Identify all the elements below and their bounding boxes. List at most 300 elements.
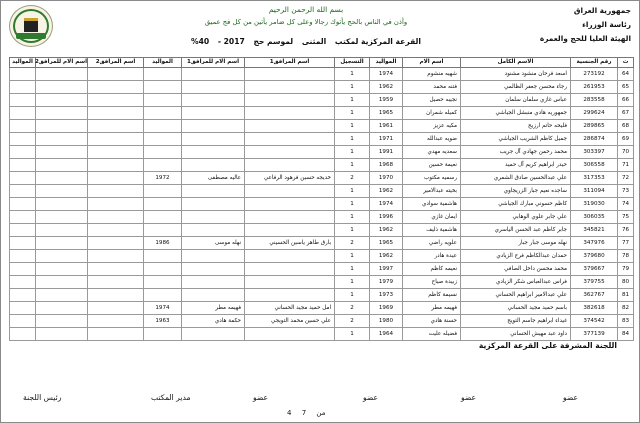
table-cell: 362767 xyxy=(571,289,618,302)
table-cell: 77 xyxy=(618,237,634,250)
table-cell xyxy=(182,250,245,263)
table-cell xyxy=(182,211,245,224)
table-cell xyxy=(36,250,88,263)
table-cell: بارق طاهر ياسين الحسيني xyxy=(245,237,335,250)
table-row xyxy=(10,133,634,146)
table-cell xyxy=(88,133,144,146)
table-row xyxy=(10,211,634,224)
table-cell: 67 xyxy=(618,107,634,120)
table-cell xyxy=(88,328,144,341)
lottery-subtitle xyxy=(121,36,491,48)
table-cell: 1974 xyxy=(370,68,403,81)
table-cell: 1961 xyxy=(370,120,403,133)
table-cell xyxy=(36,159,88,172)
table-cell xyxy=(10,250,36,263)
table-cell xyxy=(182,224,245,237)
table-cell xyxy=(10,289,36,302)
table-row xyxy=(10,146,634,159)
table-row xyxy=(10,185,634,198)
table-cell: علي عبدالامير ابراهيم الحساني xyxy=(461,289,571,302)
table-cell: 1 xyxy=(335,289,370,302)
table-cell xyxy=(36,198,88,211)
pilgrims-table xyxy=(9,57,634,341)
column-header: اسم الام xyxy=(403,58,461,68)
table-cell: خديجه حسين فرهود الرفاعي xyxy=(245,172,335,185)
table-cell xyxy=(36,302,88,315)
table-cell: 345821 xyxy=(571,224,618,237)
table-cell: 374542 xyxy=(571,315,618,328)
table-cell xyxy=(88,276,144,289)
table-cell: 65 xyxy=(618,81,634,94)
table-cell: 79 xyxy=(618,263,634,276)
table-cell xyxy=(36,289,88,302)
table-cell xyxy=(144,198,182,211)
table-row xyxy=(10,68,634,81)
table-cell xyxy=(88,315,144,328)
table-cell: 1 xyxy=(335,107,370,120)
page-current: 4 xyxy=(287,409,292,417)
table-cell: 81 xyxy=(618,289,634,302)
table-cell: 2 xyxy=(335,237,370,250)
table-cell xyxy=(245,289,335,302)
table-cell xyxy=(245,263,335,276)
table-cell: نسيمة كاظم xyxy=(403,289,461,302)
table-cell: 2 xyxy=(335,302,370,315)
table-cell xyxy=(10,263,36,276)
table-cell xyxy=(182,107,245,120)
table-cell: محمد محسن داخل الصافي xyxy=(461,263,571,276)
season-label: لموسم حج xyxy=(253,37,294,46)
table-row xyxy=(10,250,634,263)
table-cell: 1 xyxy=(335,68,370,81)
column-header: اسم الام للمرافق2 xyxy=(36,58,88,68)
table-cell xyxy=(88,237,144,250)
table-cell xyxy=(144,224,182,237)
table-cell: 1979 xyxy=(370,276,403,289)
table-cell: 71 xyxy=(618,159,634,172)
table-cell: 311094 xyxy=(571,185,618,198)
table-cell xyxy=(10,133,36,146)
table-cell xyxy=(182,289,245,302)
table-cell xyxy=(88,263,144,276)
table-cell: محمد رحمن جهادي آل جريب xyxy=(461,146,571,159)
table-cell: نعيمه كاظم xyxy=(403,263,461,276)
table-cell: فهيمه مطر xyxy=(403,302,461,315)
table-cell: هاشمية ذليف xyxy=(403,224,461,237)
table-cell: 303397 xyxy=(571,146,618,159)
table-cell: حكمة هادي xyxy=(182,315,245,328)
column-header: المواليد xyxy=(144,58,182,68)
table-cell: كميله شمران xyxy=(403,107,461,120)
table-cell xyxy=(245,81,335,94)
table-cell: 317353 xyxy=(571,172,618,185)
table-cell xyxy=(245,185,335,198)
table-row xyxy=(10,328,634,341)
table-cell: 1 xyxy=(335,159,370,172)
table-cell: 82 xyxy=(618,302,634,315)
table-cell: 68 xyxy=(618,120,634,133)
table-cell: 69 xyxy=(618,133,634,146)
table-cell xyxy=(36,211,88,224)
table-cell: فليحه حاتم ارزيج xyxy=(461,120,571,133)
table-cell: 1959 xyxy=(370,94,403,107)
table-cell: جميل كاظم الشريب الجياشي xyxy=(461,133,571,146)
table-cell xyxy=(10,224,36,237)
table-row xyxy=(10,302,634,315)
quran-verse: وأذن في الناس بالحج يأتوك رجالا وعلى كل ضامر يأتين من كل فج عميق xyxy=(204,18,408,26)
table-cell xyxy=(36,120,88,133)
table-cell: علي عبدالحسين صادق الشمري xyxy=(461,172,571,185)
office-name: المثنى xyxy=(301,37,327,46)
table-cell xyxy=(88,198,144,211)
column-header: الاسم الكامل xyxy=(461,58,571,68)
season-year: 2017 - xyxy=(217,37,245,46)
table-cell xyxy=(245,224,335,237)
committee-title: اللجنة المشرفة على القرعة المركزية xyxy=(478,341,617,350)
table-cell xyxy=(88,302,144,315)
table-cell: جمهوريه هادي منبشل الجياشي xyxy=(461,107,571,120)
table-cell xyxy=(144,289,182,302)
table-cell: 78 xyxy=(618,250,634,263)
header-authority xyxy=(513,4,631,46)
table-cell: 1 xyxy=(335,198,370,211)
table-cell xyxy=(144,107,182,120)
table-cell xyxy=(88,289,144,302)
table-cell xyxy=(245,276,335,289)
table-cell: 2 xyxy=(335,172,370,185)
table-cell xyxy=(10,237,36,250)
header-center xyxy=(121,4,491,48)
table-cell xyxy=(88,211,144,224)
table-cell: علي حسين محمد التويجي xyxy=(245,315,335,328)
table-row xyxy=(10,94,634,107)
table-cell: 379667 xyxy=(571,263,618,276)
table-body xyxy=(10,68,634,341)
table-row xyxy=(10,120,634,133)
table-cell xyxy=(36,328,88,341)
table-cell: 1965 xyxy=(370,107,403,120)
table-cell xyxy=(36,224,88,237)
table-cell xyxy=(36,133,88,146)
table-cell xyxy=(36,315,88,328)
table-cell: 1 xyxy=(335,276,370,289)
table-row xyxy=(10,172,634,185)
table-row xyxy=(10,159,634,172)
table-cell xyxy=(245,94,335,107)
table-cell xyxy=(245,133,335,146)
table-cell xyxy=(10,198,36,211)
table-cell: عباس غازي سلمان سلمان xyxy=(461,94,571,107)
table-cell xyxy=(182,159,245,172)
table-cell: 1980 xyxy=(370,315,403,328)
table-cell xyxy=(245,146,335,159)
table-cell xyxy=(245,328,335,341)
page-total: 7 xyxy=(301,409,307,417)
table-cell xyxy=(10,302,36,315)
table-cell: 1974 xyxy=(144,302,182,315)
country-name: جمهورية العراق xyxy=(573,6,631,15)
commission-name: الهيئة العليا للحج والعمرة xyxy=(539,34,631,43)
page-of: من xyxy=(316,409,326,417)
table-cell: باسم حميد مجيد الحساني xyxy=(461,302,571,315)
hajj-commission-logo-icon xyxy=(9,5,53,47)
table-cell xyxy=(245,120,335,133)
table-cell: 379755 xyxy=(571,276,618,289)
table-cell: 1962 xyxy=(370,250,403,263)
table-cell: حيدر ابراهيم كريم آل حميد xyxy=(461,159,571,172)
table-cell xyxy=(144,94,182,107)
table-cell xyxy=(36,237,88,250)
table-cell xyxy=(36,81,88,94)
table-cell xyxy=(182,81,245,94)
table-cell xyxy=(10,185,36,198)
table-cell xyxy=(10,315,36,328)
table-cell: 75 xyxy=(618,211,634,224)
table-cell: 66 xyxy=(618,94,634,107)
table-cell: هاشمية سوادي xyxy=(403,198,461,211)
column-header: المواليد xyxy=(10,58,36,68)
table-cell: فراس عبدالعباس شكر الزيادي xyxy=(461,276,571,289)
table-cell: علويه راضي xyxy=(403,237,461,250)
table-cell: 74 xyxy=(618,198,634,211)
table-cell: 289865 xyxy=(571,120,618,133)
table-cell xyxy=(88,81,144,94)
table-cell xyxy=(36,107,88,120)
table-cell xyxy=(144,68,182,81)
table-cell: زبيدة صياح xyxy=(403,276,461,289)
column-header: رقم الجنسية xyxy=(571,58,618,68)
table-cell: 73 xyxy=(618,185,634,198)
table-cell: 306558 xyxy=(571,159,618,172)
table-cell xyxy=(245,250,335,263)
table-row xyxy=(10,289,634,302)
table-cell xyxy=(144,328,182,341)
signature-office-manager: مدير المكتب xyxy=(151,393,191,402)
table-cell: 299624 xyxy=(571,107,618,120)
table-cell: 1974 xyxy=(370,198,403,211)
table-cell: جابر كاظم عبد الحسن الياسري xyxy=(461,224,571,237)
table-cell: نهله موسى xyxy=(182,237,245,250)
table-row xyxy=(10,198,634,211)
table-cell: رجاء محسن جعفر الظالمي xyxy=(461,81,571,94)
table-cell xyxy=(182,276,245,289)
table-cell: فضيله عليت xyxy=(403,328,461,341)
signature-member-3: عضو xyxy=(461,393,477,402)
table-cell xyxy=(10,328,36,341)
table-row xyxy=(10,276,634,289)
signature-member-4: عضو xyxy=(563,393,579,402)
table-cell: 1962 xyxy=(370,81,403,94)
table-cell: نهله موسى جبار جبار xyxy=(461,237,571,250)
table-cell xyxy=(10,211,36,224)
table-cell: 347976 xyxy=(571,237,618,250)
table-cell xyxy=(182,68,245,81)
table-cell: 1964 xyxy=(370,328,403,341)
table-cell xyxy=(245,211,335,224)
table-cell xyxy=(88,250,144,263)
table-cell: 70 xyxy=(618,146,634,159)
table-cell: غيداء ابراهيم جاسم التويج xyxy=(461,315,571,328)
table-cell xyxy=(182,185,245,198)
table-cell: 273192 xyxy=(571,68,618,81)
table-cell: كاظم حسوني مبارك الجياشي xyxy=(461,198,571,211)
table-cell: 379680 xyxy=(571,250,618,263)
table-cell xyxy=(36,68,88,81)
table-cell: شهيه منشوم xyxy=(403,68,461,81)
table-cell xyxy=(182,133,245,146)
table-cell: 1 xyxy=(335,133,370,146)
table-cell: رسميه مكتوب xyxy=(403,172,461,185)
table-cell: 306035 xyxy=(571,211,618,224)
table-cell: 1968 xyxy=(370,159,403,172)
table-cell: 1 xyxy=(335,146,370,159)
table-cell: 84 xyxy=(618,328,634,341)
table-row xyxy=(10,224,634,237)
table-cell: ايمان غازي xyxy=(403,211,461,224)
table-cell: حسنة هادي xyxy=(403,315,461,328)
table-cell: 80 xyxy=(618,276,634,289)
table-cell: 1972 xyxy=(144,172,182,185)
column-header: اسم المرافق1 xyxy=(245,58,335,68)
signature-member-1: عضو xyxy=(253,393,269,402)
table-cell: 1 xyxy=(335,263,370,276)
table-cell: 1971 xyxy=(370,133,403,146)
table-cell xyxy=(245,68,335,81)
table-cell: 1965 xyxy=(370,237,403,250)
table-cell: عاليه مصطفى xyxy=(182,172,245,185)
table-cell: نعيمة حسين xyxy=(403,159,461,172)
table-cell: حمدان عبدالكاظم فرج الزيادي xyxy=(461,250,571,263)
table-cell: 1970 xyxy=(370,172,403,185)
table-cell xyxy=(144,211,182,224)
table-cell: علي جابر علوي الوهابي xyxy=(461,211,571,224)
table-cell: عيدة هادر xyxy=(403,250,461,263)
table-cell: 377139 xyxy=(571,328,618,341)
table-cell xyxy=(182,94,245,107)
table-cell: 1996 xyxy=(370,211,403,224)
table-cell: 1 xyxy=(335,250,370,263)
column-header: اسم المرافق2 xyxy=(88,58,144,68)
table-cell: 1973 xyxy=(370,289,403,302)
table-cell xyxy=(88,107,144,120)
table-cell xyxy=(144,133,182,146)
table-header-row xyxy=(10,58,634,68)
table-cell: 283558 xyxy=(571,94,618,107)
table-cell xyxy=(144,250,182,263)
basmala: بسم الله الرحمن الرحيم xyxy=(268,5,344,14)
table-cell: 2 xyxy=(335,315,370,328)
table-cell: بخيته عبدالامير xyxy=(403,185,461,198)
table-cell xyxy=(144,185,182,198)
table-cell xyxy=(182,146,245,159)
table-cell: 64 xyxy=(618,68,634,81)
table-cell xyxy=(144,81,182,94)
table-cell: 1962 xyxy=(370,185,403,198)
table-cell: 72 xyxy=(618,172,634,185)
table-cell xyxy=(10,81,36,94)
column-header: ت xyxy=(618,58,634,68)
signature-chairman: رئيس اللجنة xyxy=(23,393,62,402)
column-header: التسجيل xyxy=(335,58,370,68)
table-cell: 286874 xyxy=(571,133,618,146)
table-cell xyxy=(245,159,335,172)
column-header: المواليد xyxy=(370,58,403,68)
table-row xyxy=(10,81,634,94)
table-cell: 261953 xyxy=(571,81,618,94)
table-cell: سعديه مهدي xyxy=(403,146,461,159)
table-cell xyxy=(36,94,88,107)
table-cell: 1962 xyxy=(370,224,403,237)
table-cell xyxy=(36,276,88,289)
table-cell xyxy=(182,120,245,133)
table-cell: 1 xyxy=(335,94,370,107)
table-cell: نجيبه حصيل xyxy=(403,94,461,107)
table-cell xyxy=(88,185,144,198)
table-cell: 83 xyxy=(618,315,634,328)
table-cell xyxy=(10,159,36,172)
table-cell: 1 xyxy=(335,81,370,94)
table-cell xyxy=(144,146,182,159)
quota-percent: 40% xyxy=(191,37,210,46)
table-cell: 1 xyxy=(335,224,370,237)
table-cell xyxy=(10,276,36,289)
table-cell xyxy=(88,94,144,107)
table-cell: 1 xyxy=(335,120,370,133)
table-cell: 319030 xyxy=(571,198,618,211)
table-cell xyxy=(10,107,36,120)
table-cell xyxy=(10,120,36,133)
table-cell: 1997 xyxy=(370,263,403,276)
table-cell xyxy=(88,172,144,185)
lottery-label: القرعة المركزية لمكتب xyxy=(334,37,421,46)
signature-member-2: عضو xyxy=(363,393,379,402)
table-cell: فتنه محمد xyxy=(403,81,461,94)
table-cell: ضويه عبدالله xyxy=(403,133,461,146)
table-cell: 382618 xyxy=(571,302,618,315)
table-cell xyxy=(36,172,88,185)
page-number xyxy=(283,409,329,417)
table-cell xyxy=(245,107,335,120)
table-cell xyxy=(245,198,335,211)
table-row xyxy=(10,315,634,328)
table-cell: 1 xyxy=(335,328,370,341)
presidency-name: رئاسة الوزراء xyxy=(582,20,631,29)
table-cell xyxy=(144,276,182,289)
table-cell xyxy=(88,146,144,159)
table-cell: 1969 xyxy=(370,302,403,315)
table-cell xyxy=(10,146,36,159)
table-cell xyxy=(10,68,36,81)
table-cell: 1991 xyxy=(370,146,403,159)
table-cell: امل حميد مجيد الحساني xyxy=(245,302,335,315)
table-cell xyxy=(88,224,144,237)
table-cell: 1 xyxy=(335,211,370,224)
table-cell xyxy=(182,328,245,341)
table-cell xyxy=(88,68,144,81)
table-cell: مكيه عزيز xyxy=(403,120,461,133)
table-cell xyxy=(10,94,36,107)
table-cell: 1 xyxy=(335,185,370,198)
table-cell: اسعد فرحان منشود مشنود xyxy=(461,68,571,81)
table-cell: ساجده نعيم جبار الزريجاوي xyxy=(461,185,571,198)
table-cell: داود عبد مهيش الحساني xyxy=(461,328,571,341)
table-cell xyxy=(182,198,245,211)
table-row xyxy=(10,107,634,120)
table-cell xyxy=(10,172,36,185)
table-cell xyxy=(182,263,245,276)
table-cell xyxy=(144,159,182,172)
table-cell xyxy=(88,120,144,133)
